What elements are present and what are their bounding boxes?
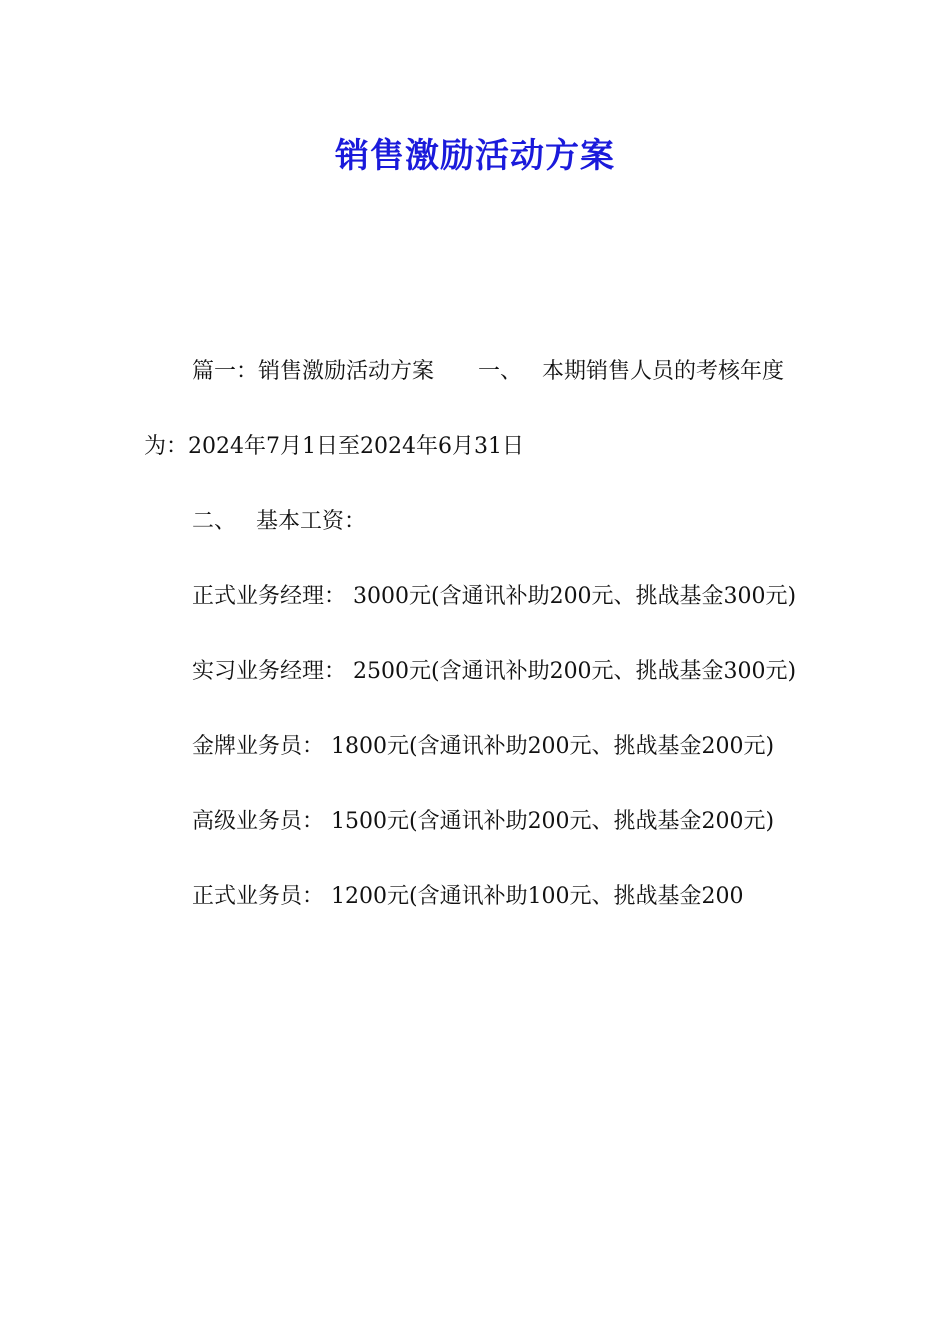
paragraph-assessment-period bbox=[144, 334, 808, 484]
base-salary-heading: 基本工资： bbox=[256, 509, 367, 534]
paragraph-salary-senior-manager: 正式业务经理： 3000元(含通讯补助200元、挑战基金300元) bbox=[192, 584, 797, 609]
paragraph-salary-senior-sales: 高级业务员： 1500元(含通讯补助200元、挑战基金200元) bbox=[192, 809, 775, 834]
assessment-period-text: 本期销售人员的考核年度为：2024年7月1日至2024年6月31日 bbox=[144, 359, 785, 459]
document-title: 销售激励活动方案 bbox=[335, 136, 615, 176]
paragraph-salary-gold-sales: 金牌业务员： 1800元(含通讯补助200元、挑战基金200元) bbox=[192, 734, 775, 759]
item-number: 二、 bbox=[192, 509, 237, 534]
paragraph-salary-intern-manager: 实习业务经理： 2500元(含通讯补助200元、挑战基金300元) bbox=[192, 659, 797, 684]
paragraph-salary-regular-sales: 正式业务员： 1200元(含通讯补助100元、挑战基金200 bbox=[192, 884, 744, 909]
item-number: 一、 bbox=[478, 359, 523, 384]
paragraph-base-salary-heading bbox=[144, 484, 808, 559]
section-heading: 篇一：销售激励活动方案 bbox=[192, 359, 435, 384]
document-body bbox=[144, 334, 808, 934]
